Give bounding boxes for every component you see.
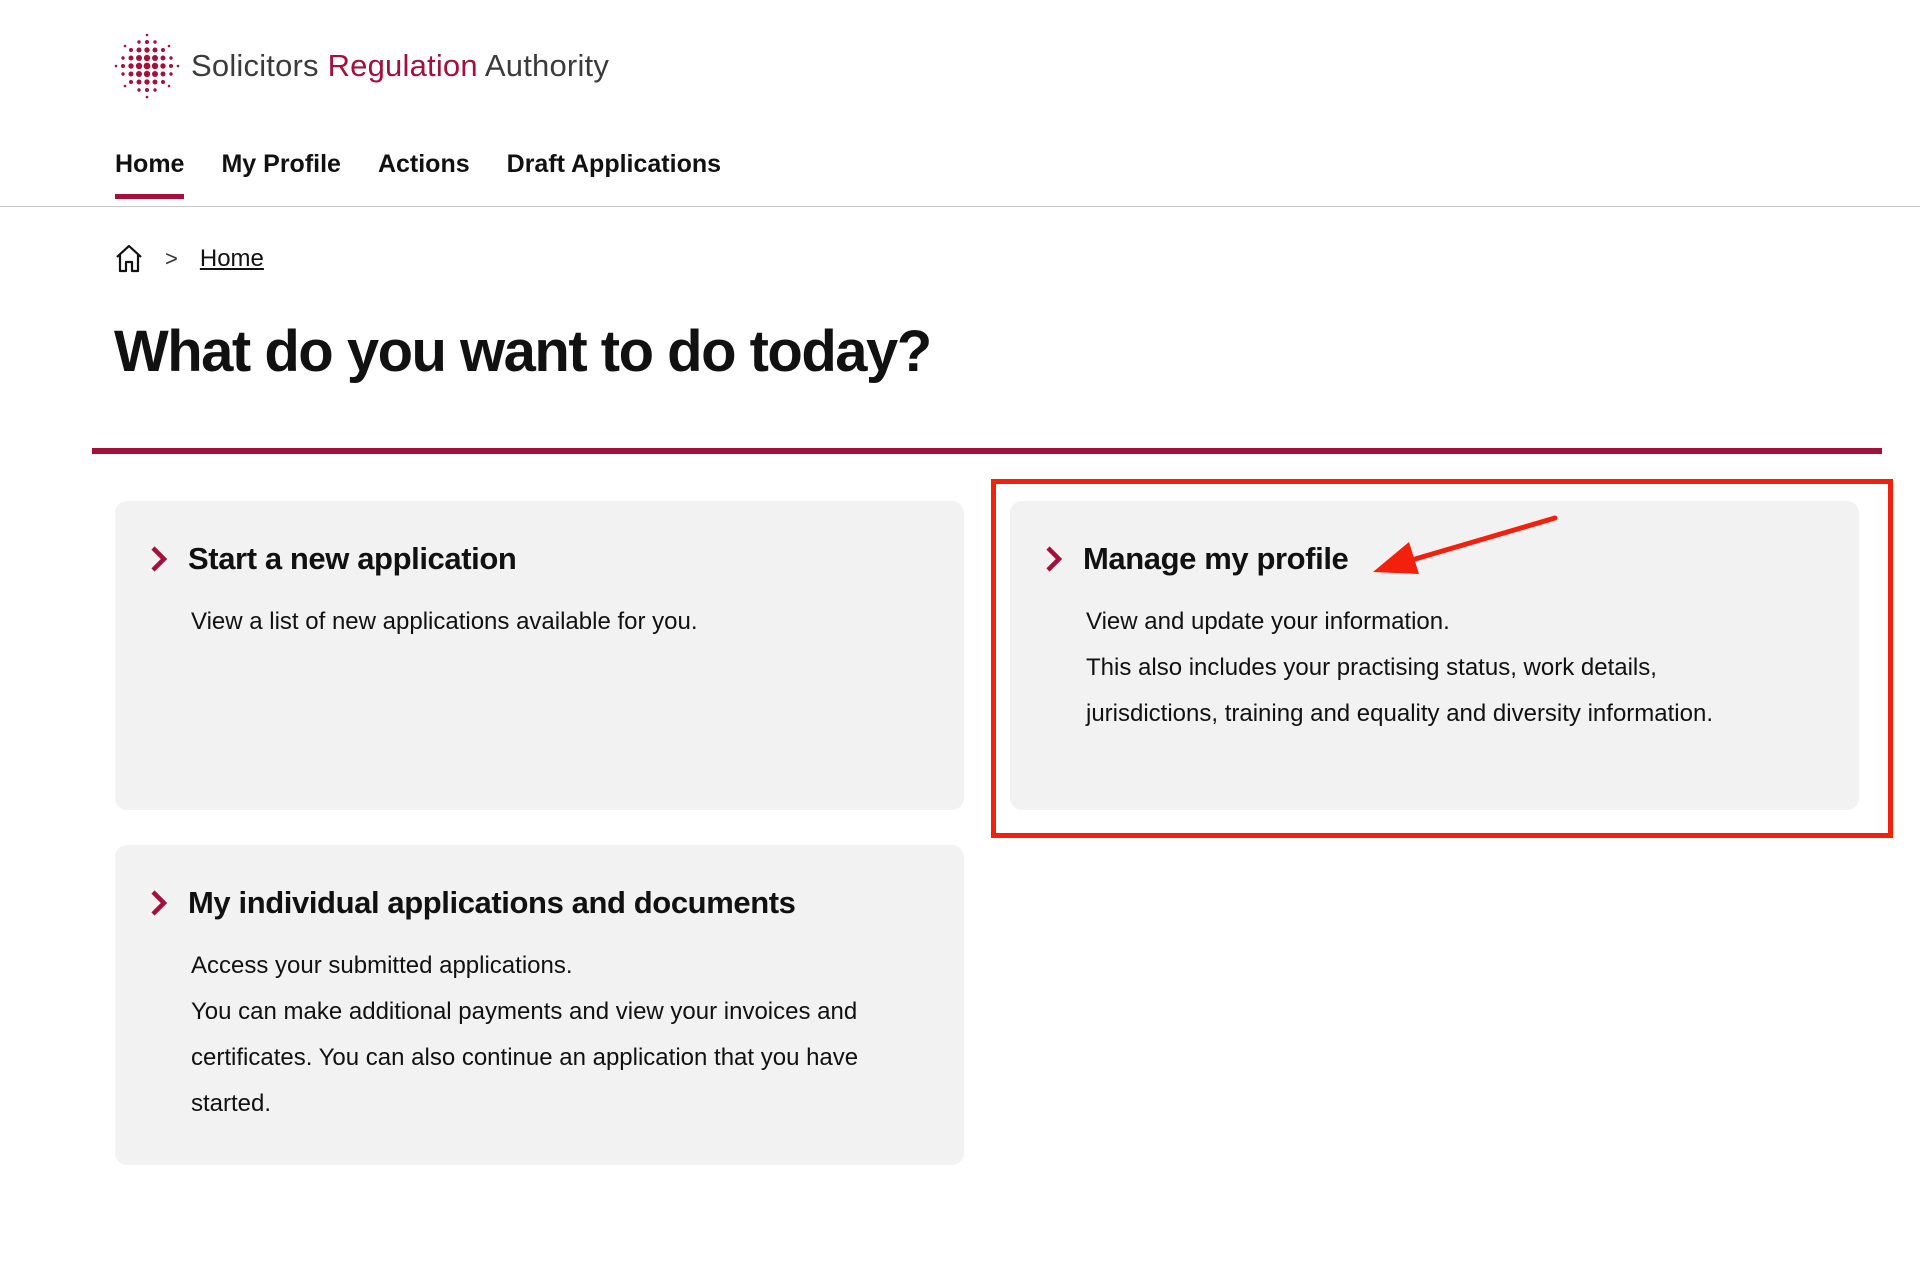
- home-icon[interactable]: [115, 244, 143, 274]
- breadcrumb-home-link[interactable]: Home: [199, 245, 264, 272]
- card-text-line: started.: [191, 1090, 272, 1117]
- card-manage-my-profile[interactable]: [1010, 501, 1859, 810]
- card-heading: [148, 885, 796, 921]
- card-description: [1086, 599, 1829, 737]
- card-heading: [148, 541, 516, 577]
- nav-item-actions[interactable]: Actions: [377, 150, 470, 178]
- logo-word-1: Solicitors: [191, 48, 319, 83]
- nav-item-home[interactable]: Home: [115, 150, 184, 199]
- logo-word-2: Regulation: [327, 48, 478, 83]
- card-text-line: View and update your information.: [1086, 608, 1450, 635]
- chevron-right-icon: [148, 888, 170, 918]
- site-logo[interactable]: [113, 32, 609, 100]
- card-start-new-application[interactable]: [115, 501, 964, 810]
- nav-item-draft-applications[interactable]: Draft Applications: [506, 150, 722, 178]
- breadcrumb: [115, 244, 264, 274]
- breadcrumb-separator: >: [165, 246, 178, 271]
- main-nav: [115, 150, 758, 199]
- card-title: Start a new application: [188, 541, 517, 576]
- card-my-applications-and-documents[interactable]: [115, 845, 964, 1165]
- card-text-line: jurisdictions, training and equality and diversity information.: [1086, 700, 1713, 727]
- chevron-right-icon: [1043, 544, 1065, 574]
- card-text-line: You can make additional payments and view your invoices and: [191, 998, 858, 1025]
- card-title: My individual applications and documents: [188, 885, 796, 920]
- card-text-line: View a list of new applications available for you.: [191, 608, 698, 635]
- card-heading: [1043, 541, 1348, 577]
- sra-logo-icon: [113, 32, 181, 100]
- title-divider: [92, 448, 1882, 454]
- logo-text: [191, 48, 609, 84]
- nav-divider: [0, 206, 1920, 207]
- card-text-line: This also includes your practising status, work details,: [1086, 654, 1657, 681]
- logo-word-3: Authority: [484, 48, 610, 83]
- card-description: [191, 599, 934, 645]
- card-text-line: certificates. You can also continue an application that you have: [191, 1044, 859, 1071]
- card-text-line: Access your submitted applications.: [191, 952, 573, 979]
- card-title: Manage my profile: [1083, 541, 1349, 576]
- nav-item-my-profile[interactable]: My Profile: [221, 150, 341, 178]
- chevron-right-icon: [148, 544, 170, 574]
- card-description: [191, 943, 934, 1127]
- page-title: What do you want to do today?: [114, 319, 931, 384]
